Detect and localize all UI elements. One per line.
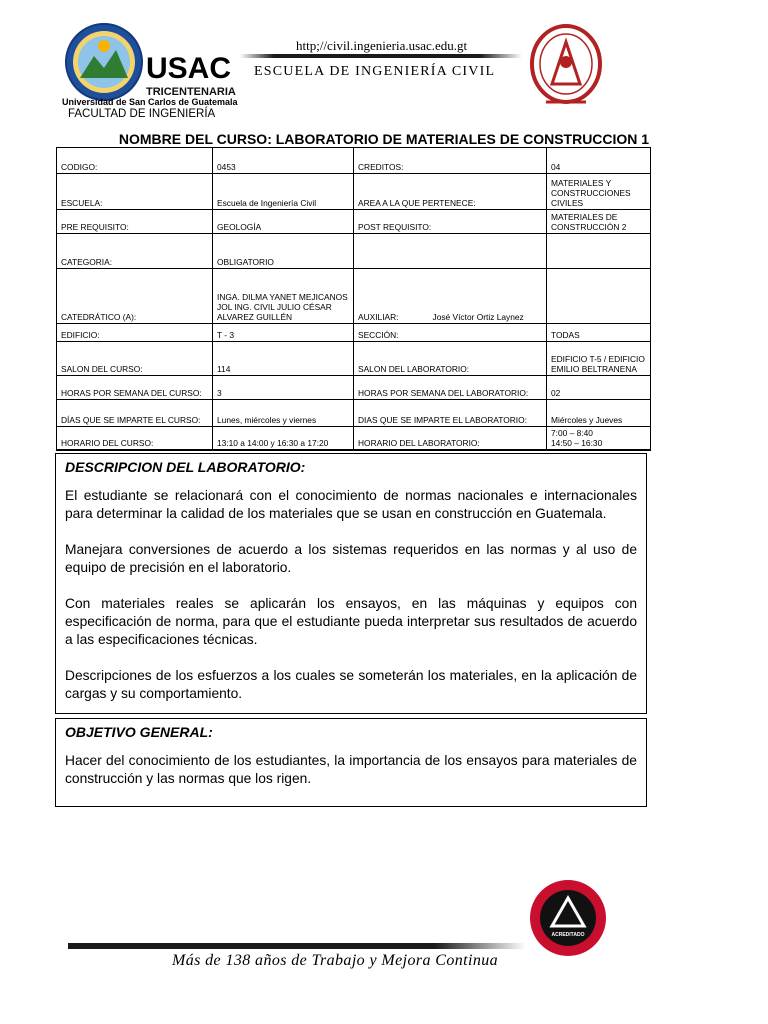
table-row <box>57 376 651 400</box>
creditos-label: CREDITOS: <box>354 148 547 174</box>
table-row <box>57 234 651 269</box>
engineering-crest-icon <box>528 22 604 114</box>
university-name: Universidad de San Carlos de Guatemala <box>62 97 238 107</box>
objetivo-paragraph: Hacer del conocimiento de los estudiantes, la importancia de los ensayos para materiales de construcción y las normas que los rigen. <box>65 753 637 786</box>
prereq-label: PRE REQUISITO: <box>57 210 213 234</box>
postreq-value: MATERIALES DE CONSTRUCCIÓN 2 <box>547 210 651 234</box>
horas-label: HORAS POR SEMANA DEL CURSO: <box>57 376 213 400</box>
usac-logo-text: USAC <box>146 52 232 85</box>
school-name: ESCUELA DE INGENIERÍA CIVIL <box>254 64 496 79</box>
table-row <box>57 324 651 342</box>
tricentenaria-label: TRICENTENARIA <box>146 86 236 98</box>
descripcion-section <box>55 453 647 714</box>
website-url: http;//civil.ingenieria.usac.edu.gt <box>296 38 468 53</box>
area-value: MATERIALES Y CONSTRUCCIONES CIVILES <box>547 174 651 210</box>
faculty-name: FACULTAD DE INGENIERÍA <box>68 108 216 120</box>
footer-motto: Más de 138 años de Trabajo y Mejora Continua <box>172 952 499 969</box>
catedratico-label: CATEDRÁTICO (A): <box>57 269 213 324</box>
horario-lab-slot-2: 14:50 – 16:30 <box>551 437 603 448</box>
area-label: AREA A LA QUE PERTENECE: <box>354 174 547 210</box>
codigo-label: CODIGO: <box>57 148 213 174</box>
categoria-value: OBLIGATORIO <box>213 234 354 269</box>
table-row <box>57 148 651 174</box>
dias-label: DÍAS QUE SE IMPARTE EL CURSO: <box>57 400 213 427</box>
escuela-value: Escuela de Ingeniería Civil <box>213 174 354 210</box>
salon-label: SALON DEL CURSO: <box>57 342 213 376</box>
objetivo-section <box>55 718 647 807</box>
horario-label: HORARIO DEL CURSO: <box>57 427 213 450</box>
horario-value: 13:10 a 14:00 y 16:30 a 17:20 <box>213 427 354 450</box>
horas-lab-value: 02 <box>547 376 651 400</box>
salon-lab-label: SALON DEL LABORATORIO: <box>354 342 547 376</box>
edificio-label: EDIFICIO: <box>57 324 213 342</box>
descripcion-title: DESCRIPCION DEL LABORATORIO: <box>65 459 306 475</box>
categoria-label: CATEGORIA: <box>57 234 213 269</box>
objetivo-title: OBJETIVO GENERAL: <box>65 724 213 740</box>
header-divider <box>240 54 522 58</box>
dias-value: Lunes, miércoles y viernes <box>213 400 354 427</box>
usac-logo-icon <box>64 22 144 102</box>
dias-lab-label: DIAS QUE SE IMPARTE EL LABORATORIO: <box>354 400 547 427</box>
horario-lab-label: HORARIO DEL LABORATORIO: <box>354 427 547 450</box>
prereq-value: GEOLOGÍA <box>213 210 354 234</box>
descripcion-paragraph-1: El estudiante se relacionará con el conocimiento de normas nacionales e internacionales para determinar la calidad de los materiales que se usan en construcción en Guatemala. <box>65 488 637 521</box>
table-row <box>57 342 651 376</box>
horario-lab-value <box>547 427 651 450</box>
creditos-value: 04 <box>547 148 651 174</box>
table-row <box>57 269 651 324</box>
accreditation-seal-icon <box>528 878 608 958</box>
escuela-label: ESCUELA: <box>57 174 213 210</box>
table-row <box>57 174 651 210</box>
descripcion-paragraph-3: Con materiales reales se aplicarán los ensayos, en las máquinas y equipos con especificación de norma, para que el estudiante pueda interpretar sus resultados de acuerdo a las especificaciones técnicas. <box>65 596 637 647</box>
auxiliar-cell <box>354 269 547 324</box>
catedratico-value: INGA. DILMA YANET MEJICANOS JOL ING. CIVIL JULIO CÉSAR ALVAREZ GUILLÉN <box>213 269 354 324</box>
salon-value: 114 <box>213 342 354 376</box>
table-row <box>57 427 651 450</box>
table-row <box>57 210 651 234</box>
descripcion-paragraph-2: Manejara conversiones de acuerdo a los sistemas requeridos en las normas y al uso de equipo de precisión en el laboratorio. <box>65 542 637 575</box>
horario-lab-slot-1: 7:00 – 8:40 <box>551 427 593 438</box>
auxiliar-value: José Víctor Ortiz Laynez <box>432 312 524 322</box>
seccion-value: TODAS <box>547 324 651 342</box>
horas-lab-label: HORAS POR SEMANA DEL LABORATORIO: <box>354 376 547 400</box>
auxiliar-label: AUXILIAR: <box>358 312 399 322</box>
salon-lab-value: EDIFICIO T-5 / EDIFICIO EMILIO BELTRANENA <box>547 342 651 376</box>
seal-text: ACREDITADO <box>551 932 585 938</box>
dias-lab-value: Miércoles y Jueves <box>547 400 651 427</box>
codigo-value: 0453 <box>213 148 354 174</box>
footer-divider <box>68 943 526 949</box>
course-info-table <box>56 147 651 451</box>
postreq-label: POST REQUISITO: <box>354 210 547 234</box>
course-title: NOMBRE DEL CURSO: LABORATORIO DE MATERIALES DE CONSTRUCCION 1 <box>118 131 650 147</box>
table-row <box>57 400 651 427</box>
seccion-label: SECCIÓN: <box>354 324 547 342</box>
edificio-value: T - 3 <box>213 324 354 342</box>
descripcion-paragraph-4: Descripciones de los esfuerzos a los cuales se someterán los materiales, en la aplicación de cargas y su comportamiento. <box>65 668 637 701</box>
horas-value: 3 <box>213 376 354 400</box>
